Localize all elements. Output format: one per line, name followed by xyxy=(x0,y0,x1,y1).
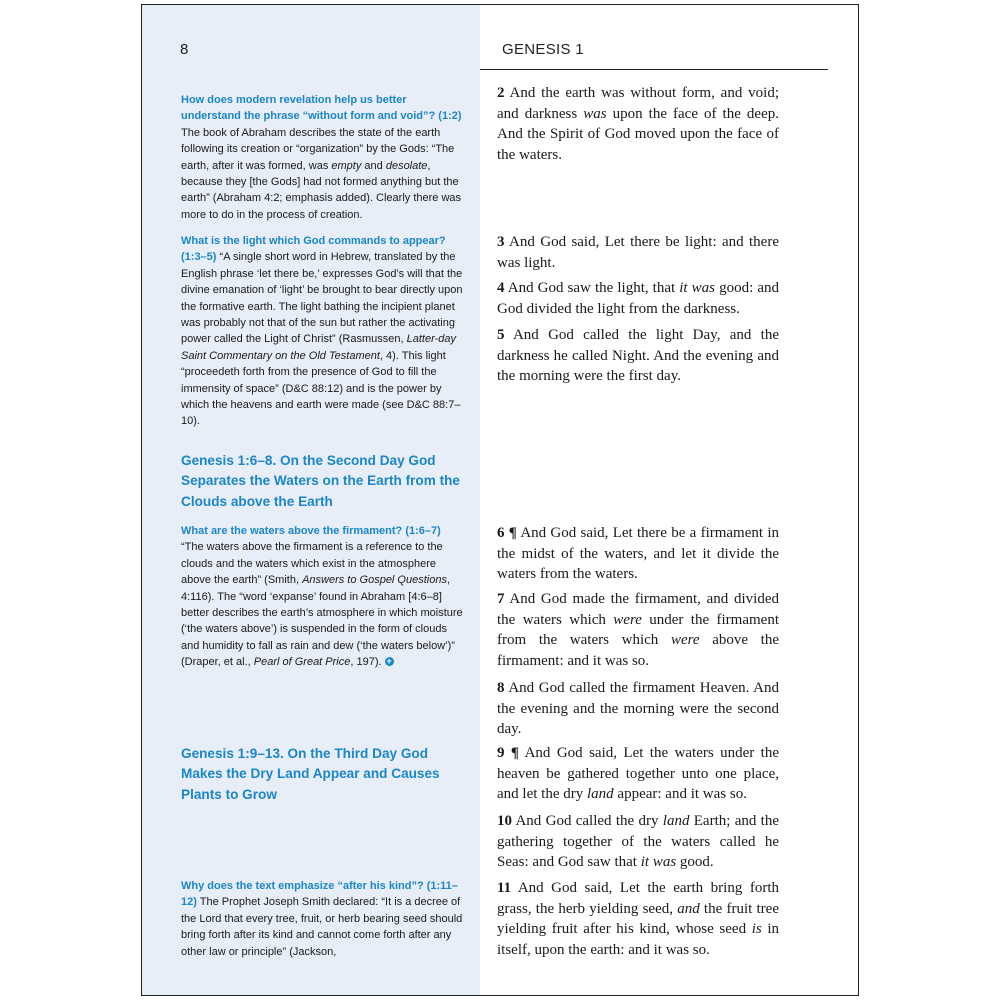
verse-number: 2 xyxy=(497,85,505,101)
verse-8: 8 And God called the firmament Heaven. And the evening and the morning were the second day. xyxy=(497,680,779,737)
chapter-title: GENESIS 1 xyxy=(502,41,584,58)
verse-4: 4 And God saw the light, that it was good: and God divided the light from the darkness. xyxy=(497,280,779,317)
commentary-question: What are the waters above the firmament? (1:6–7) xyxy=(181,525,441,537)
verse-number: 5 xyxy=(497,327,505,343)
section-heading-second-day: Genesis 1:6–8. On the Second Day God Separates the Waters on the Earth from the Clouds above the Earth xyxy=(181,453,460,509)
commentary-light: What is the light which God commands to appear? (1:3–5) “A single short word in Hebrew, translated by the English phrase ‘let there be,’ expresses God’s will that the divine emanation of ‘light’ be brought to bear directly upon the formative earth. The light bathing the incipient planet was probably not that of the sun but rather the activating power called the Light of Christ” (Rasmussen, Latter-day Saint Commentary on the Old Testament, 4). This light “proceedeth forth from the presence of God to fill the immensity of space” (D&C 88:12) and is the power by which the heavens and earth were made (see D&C 88:7–10). xyxy=(181,235,463,428)
plus-circle-icon[interactable]: + xyxy=(386,656,392,667)
verse-number: 7 xyxy=(497,591,505,607)
book-page xyxy=(141,4,859,996)
header-rule xyxy=(480,69,828,70)
verse-number: 9 ¶ xyxy=(497,745,520,761)
verse-number: 11 xyxy=(497,880,512,896)
verse-number: 3 xyxy=(497,234,505,250)
commentary-waters-above: What are the waters above the firmament? (1:6–7) “The waters above the firmament is a reference to the clouds and the waters which exist in the atmosphere above the earth” (Smith, Answers to Gospel Questions, 4:116). The “word ‘expanse’ found in Abraham [4:6–8] better describes the earth’s atmosphere in which moisture (‘the waters above’) is suspended in the form of clouds and humidity to fall as rain and dew (‘the waters below’)” (Draper, et al., Pearl of Great Price, 197). + xyxy=(181,525,463,669)
commentary-after-his-kind: Why does the text emphasize “after his kind”? (1:11–12) The Prophet Joseph Smith declared: “It is a decree of the Lord that every tree, fruit, or herb bearing seed should bring forth after its kind and cannot come forth after any other law or principle” (Jackson, xyxy=(181,880,463,958)
commentary-question: Why does the text emphasize “after his kind”? (1:11–12) xyxy=(181,880,458,909)
verse-9: 9 ¶ And God said, Let the waters under the heaven be gathered together unto one place, and let the dry land appear: and it was so. xyxy=(497,745,779,802)
commentary-question: What is the light which God commands to appear? (1:3–5) xyxy=(181,235,446,264)
verse-number: 8 xyxy=(497,680,505,696)
verse-3: 3 And God said, Let there be light: and there was light. xyxy=(497,234,779,271)
verse-2: 2 And the earth was without form, and void; and darkness was upon the face of the deep. And the Spirit of God moved upon the face of the waters. xyxy=(497,85,779,163)
verse-5: 5 And God called the light Day, and the darkness he called Night. And the evening and the morning were the first day. xyxy=(497,327,779,384)
verse-11: 11 And God said, Let the earth bring forth grass, the herb yielding seed, and the fruit tree yielding fruit after his kind, whose seed is in itself, upon the earth: and it was so. xyxy=(497,880,779,958)
commentary-question: How does modern revelation help us better understand the phrase “without form and void”? (1:2) xyxy=(181,94,462,123)
verse-number: 4 xyxy=(497,280,505,296)
verse-number: 6 ¶ xyxy=(497,525,517,541)
commentary-without-form: How does modern revelation help us better understand the phrase “without form and void”? (1:2) The book of Abraham describes the state of the earth following its creation or “organization” by the Gods: “The earth, after it was formed, was empty and desolate, because they [the Gods] had not formed anything but the earth” (Abraham 4:2; emphasis added). Clearly there was more to do in the process of creation. xyxy=(181,94,462,221)
verse-7: 7 And God made the firmament, and divided the waters which were under the firmament from the waters which were above the firmament: and it was so. xyxy=(497,591,780,669)
page-number: 8 xyxy=(180,41,189,58)
verse-6: 6 ¶ And God said, Let there be a firmament in the midst of the waters, and let it divide the waters from the waters. xyxy=(497,525,779,582)
section-heading-third-day: Genesis 1:9–13. On the Third Day God Makes the Dry Land Appear and Causes Plants to Grow xyxy=(181,746,440,802)
verse-10: 10 And God called the dry land Earth; and the gathering together of the waters called he Seas: and God saw that it was good. xyxy=(497,813,779,870)
verse-number: 10 xyxy=(497,813,512,829)
